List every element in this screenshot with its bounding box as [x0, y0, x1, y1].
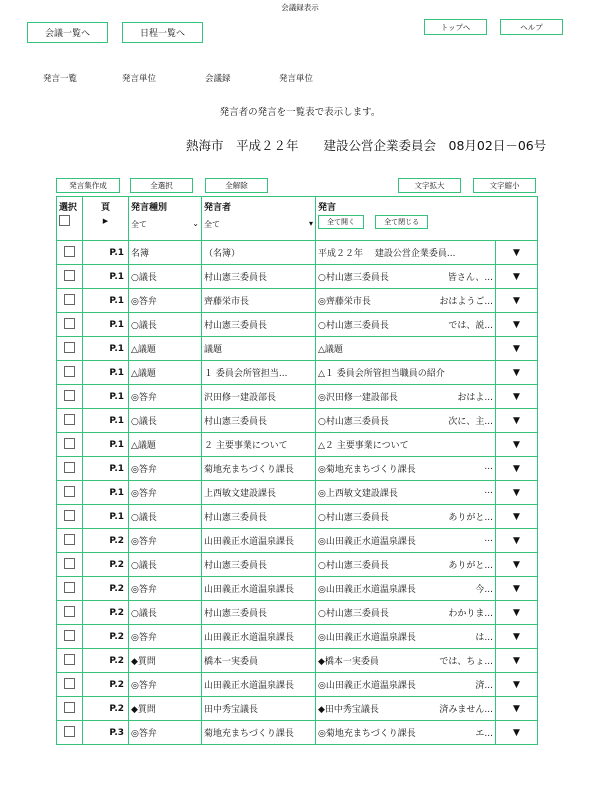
- speech-speaker: ◎山田義正水道温泉課長: [318, 681, 416, 691]
- schedule-list-button[interactable]: 日程一覧へ: [122, 22, 203, 43]
- speech-cell[interactable]: [316, 529, 496, 553]
- speaker-cell: 上西敏文建設課長: [202, 481, 316, 505]
- speech-excerpt: ...: [484, 534, 493, 544]
- speech-excerpt: 次に、主...: [448, 417, 493, 427]
- speech-speaker: △１ 委員会所管担当職員の紹介: [318, 369, 445, 379]
- row-checkbox[interactable]: [64, 534, 75, 545]
- speaker-cell: 山田義正水道温泉課長: [202, 577, 316, 601]
- speech-speaker: ◎齊藤栄市長: [318, 297, 371, 307]
- speaker-cell: 田中秀宝議長: [202, 697, 316, 721]
- table-row: [57, 625, 538, 649]
- top-button[interactable]: トップへ: [424, 19, 487, 35]
- speech-cell[interactable]: [316, 577, 496, 601]
- row-checkbox[interactable]: [64, 294, 75, 305]
- speech-speaker: ○村山憲三委員長: [318, 513, 389, 523]
- expand-icon[interactable]: ▼: [496, 289, 538, 313]
- speech-speaker: ◎沢田修一建設部長: [318, 393, 398, 403]
- row-checkbox[interactable]: [64, 510, 75, 521]
- speech-table: [56, 196, 538, 745]
- speaker-cell: 村山憲三委員長: [202, 601, 316, 625]
- row-checkbox[interactable]: [64, 462, 75, 473]
- chevron-down-icon: ⌄: [192, 219, 199, 228]
- type-cell: ◎答弁: [129, 529, 202, 553]
- table-row: [57, 313, 538, 337]
- expand-icon[interactable]: ▼: [496, 241, 538, 265]
- speech-cell[interactable]: [316, 289, 496, 313]
- type-cell: ○議長: [129, 505, 202, 529]
- table-header-row: [57, 197, 538, 241]
- speech-excerpt: わかりま...: [448, 609, 493, 619]
- row-checkbox[interactable]: [64, 726, 75, 737]
- speech-excerpt: ありがと...: [448, 513, 493, 523]
- row-select-cell: [57, 481, 83, 505]
- expand-icon[interactable]: ▼: [496, 625, 538, 649]
- page-cell: P.1: [83, 337, 129, 361]
- speaker-cell: 山田義正水道温泉課長: [202, 673, 316, 697]
- type-cell: △議題: [129, 433, 202, 457]
- create-collection-button[interactable]: 発言集作成: [56, 178, 120, 193]
- speech-cell[interactable]: [316, 481, 496, 505]
- type-filter-value: 全て: [131, 220, 147, 229]
- row-select-cell: [57, 241, 83, 265]
- speech-cell[interactable]: [316, 433, 496, 457]
- description-text: 発言者の発言を一覧表で表示します。: [219, 107, 381, 118]
- page-cell: P.3: [83, 721, 129, 745]
- row-select-cell: [57, 289, 83, 313]
- page-cell: P.1: [83, 385, 129, 409]
- speaker-cell: 齊藤栄市長: [202, 289, 316, 313]
- row-select-cell: [57, 553, 83, 577]
- speech-speaker: ◎山田義正水道温泉課長: [318, 537, 416, 547]
- row-checkbox[interactable]: [64, 438, 75, 449]
- row-checkbox[interactable]: [64, 414, 75, 425]
- select-all-button[interactable]: 全選択: [130, 178, 193, 193]
- page-cell: P.2: [83, 697, 129, 721]
- meeting-title: 熱海市 平成２２年 建設公営企業委員会 08月02日－06号: [186, 138, 547, 153]
- speaker-cell: 山田義正水道温泉課長: [202, 529, 316, 553]
- type-header: [129, 197, 202, 241]
- speech-excerpt: おはよ...: [457, 393, 493, 403]
- speaker-cell: 橋本一実委員: [202, 649, 316, 673]
- select-header-label: 選択: [59, 203, 78, 213]
- page-cell: P.2: [83, 625, 129, 649]
- speech-excerpt: 済...: [475, 681, 493, 691]
- page-cell: P.1: [83, 313, 129, 337]
- row-checkbox[interactable]: [64, 270, 75, 281]
- page-cell: P.1: [83, 433, 129, 457]
- row-checkbox[interactable]: [64, 582, 75, 593]
- speech-speaker: △議題: [318, 345, 343, 355]
- expand-icon[interactable]: ▼: [496, 433, 538, 457]
- speech-cell[interactable]: [316, 409, 496, 433]
- type-cell: ◎答弁: [129, 457, 202, 481]
- expand-icon[interactable]: ▼: [496, 481, 538, 505]
- table-row: [57, 289, 538, 313]
- speech-speaker: ○村山憲三委員長: [318, 321, 389, 331]
- expand-icon[interactable]: ▼: [496, 385, 538, 409]
- speech-speaker: ◆田中秀宝議長: [318, 705, 379, 715]
- speech-speaker: ◎菊地充まちづくり課長: [318, 465, 416, 475]
- speech-cell[interactable]: [316, 649, 496, 673]
- type-cell: ◎答弁: [129, 625, 202, 649]
- type-cell: ◎答弁: [129, 721, 202, 745]
- speech-cell[interactable]: [316, 337, 496, 361]
- table-row: [57, 577, 538, 601]
- sort-icon[interactable]: ▶: [102, 217, 109, 225]
- select-all-checkbox[interactable]: [59, 215, 70, 226]
- speech-cell[interactable]: [316, 457, 496, 481]
- page-cell: P.1: [83, 481, 129, 505]
- speaker-cell: 村山憲三委員長: [202, 313, 316, 337]
- speech-excerpt: 今...: [475, 585, 493, 595]
- page-cell: P.2: [83, 577, 129, 601]
- row-select-cell: [57, 625, 83, 649]
- speech-excerpt: では、説...: [448, 321, 493, 331]
- expand-icon[interactable]: ▼: [496, 313, 538, 337]
- speaker-cell: 菊地充まちづくり課長: [202, 721, 316, 745]
- type-header-label: 発言種別: [131, 203, 168, 213]
- table-row: [57, 673, 538, 697]
- row-checkbox[interactable]: [64, 678, 75, 689]
- help-button[interactable]: ヘルプ: [500, 19, 563, 35]
- speech-speaker: ○村山憲三委員長: [318, 273, 389, 283]
- page-cell: P.2: [83, 673, 129, 697]
- type-cell: ◎答弁: [129, 289, 202, 313]
- text-shrink-button[interactable]: 文字縮小: [473, 178, 536, 193]
- row-select-cell: [57, 505, 83, 529]
- speaker-filter-value: 全て: [204, 220, 220, 229]
- page-cell: P.1: [83, 265, 129, 289]
- speech-excerpt: では、ちょ...: [439, 657, 493, 667]
- page-cell: P.1: [83, 289, 129, 313]
- row-select-cell: [57, 601, 83, 625]
- row-select-cell: [57, 529, 83, 553]
- type-filter-select[interactable]: [131, 219, 199, 230]
- type-cell: ○議長: [129, 265, 202, 289]
- expand-icon[interactable]: ▼: [496, 265, 538, 289]
- type-cell: ◆質問: [129, 649, 202, 673]
- speech-speaker: ○村山憲三委員長: [318, 417, 389, 427]
- speaker-header: [202, 197, 316, 241]
- expand-icon[interactable]: ▼: [496, 697, 538, 721]
- speaker-cell: 村山憲三委員長: [202, 409, 316, 433]
- expand-icon[interactable]: ▼: [496, 553, 538, 577]
- table-row: [57, 601, 538, 625]
- table-row: [57, 721, 538, 745]
- meeting-list-button[interactable]: 会議一覧へ: [27, 22, 108, 43]
- speech-excerpt: おはようご...: [439, 297, 493, 307]
- row-select-cell: [57, 457, 83, 481]
- row-checkbox[interactable]: [64, 702, 75, 713]
- table-row: [57, 409, 538, 433]
- speaker-header-label: 発言者: [204, 203, 232, 213]
- speaker-cell: 沢田修一建設部長: [202, 385, 316, 409]
- nav-minutes[interactable]: 会議録: [205, 74, 231, 84]
- speech-excerpt: ありがと...: [448, 561, 493, 571]
- row-select-cell: [57, 361, 83, 385]
- row-select-cell: [57, 313, 83, 337]
- row-checkbox[interactable]: [64, 318, 75, 329]
- window-title: 会議録表示: [281, 3, 319, 12]
- select-header: [57, 197, 83, 241]
- table-row: [57, 337, 538, 361]
- page-header[interactable]: [83, 197, 129, 241]
- speech-speaker: ○村山憲三委員長: [318, 609, 389, 619]
- page-cell: P.1: [83, 361, 129, 385]
- row-checkbox[interactable]: [64, 390, 75, 401]
- close-all-button[interactable]: 全て閉じる: [375, 215, 428, 229]
- table-row: [57, 481, 538, 505]
- page-cell: P.2: [83, 649, 129, 673]
- row-checkbox[interactable]: [64, 558, 75, 569]
- type-cell: ◎答弁: [129, 385, 202, 409]
- speech-speaker: ◎山田義正水道温泉課長: [318, 585, 416, 595]
- page-cell: P.2: [83, 601, 129, 625]
- chevron-down-icon: ▾: [308, 219, 313, 228]
- expand-icon[interactable]: ▼: [496, 649, 538, 673]
- speaker-cell: 菊地充まちづくり課長: [202, 457, 316, 481]
- table-row: [57, 649, 538, 673]
- speech-cell[interactable]: [316, 625, 496, 649]
- row-checkbox[interactable]: [64, 366, 75, 377]
- speech-excerpt: は...: [475, 633, 493, 643]
- row-select-cell: [57, 649, 83, 673]
- speech-cell[interactable]: [316, 385, 496, 409]
- speech-excerpt: エ...: [475, 729, 493, 739]
- page-cell: P.1: [83, 409, 129, 433]
- table-row: [57, 553, 538, 577]
- table-row: [57, 457, 538, 481]
- speech-speaker: △２ 主要事業について: [318, 441, 409, 451]
- row-select-cell: [57, 337, 83, 361]
- type-cell: ○議長: [129, 601, 202, 625]
- row-select-cell: [57, 673, 83, 697]
- expand-icon[interactable]: ▼: [496, 409, 538, 433]
- speaker-cell: 村山憲三委員長: [202, 553, 316, 577]
- expand-icon[interactable]: ▼: [496, 457, 538, 481]
- speech-cell[interactable]: [316, 721, 496, 745]
- expand-icon[interactable]: ▼: [496, 361, 538, 385]
- row-checkbox[interactable]: [64, 342, 75, 353]
- nav-speech-unit[interactable]: 発言単位: [122, 74, 157, 84]
- type-cell: ○議長: [129, 313, 202, 337]
- type-cell: △議題: [129, 361, 202, 385]
- speech-cell[interactable]: [316, 241, 496, 265]
- row-select-cell: [57, 385, 83, 409]
- nav-speech-unit-2[interactable]: 発言単位: [279, 74, 314, 84]
- expand-icon[interactable]: ▼: [496, 337, 538, 361]
- speaker-filter-select[interactable]: [204, 219, 313, 230]
- text-enlarge-button[interactable]: 文字拡大: [398, 178, 461, 193]
- type-cell: △議題: [129, 337, 202, 361]
- expand-icon[interactable]: ▼: [496, 505, 538, 529]
- expand-icon[interactable]: ▼: [496, 721, 538, 745]
- page-cell: P.1: [83, 457, 129, 481]
- type-cell: ◎答弁: [129, 481, 202, 505]
- speech-header: [316, 197, 538, 241]
- expand-icon[interactable]: ▼: [496, 673, 538, 697]
- speaker-cell: ２ 主要事業について: [202, 433, 316, 457]
- speech-cell[interactable]: [316, 361, 496, 385]
- expand-icon[interactable]: ▼: [496, 529, 538, 553]
- expand-icon[interactable]: ▼: [496, 601, 538, 625]
- speech-cell[interactable]: [316, 505, 496, 529]
- open-all-button[interactable]: 全て開く: [318, 215, 364, 229]
- speaker-cell: 山田義正水道温泉課長: [202, 625, 316, 649]
- type-cell: ◎答弁: [129, 577, 202, 601]
- type-cell: 名簿: [129, 241, 202, 265]
- table-row: [57, 505, 538, 529]
- row-select-cell: [57, 433, 83, 457]
- type-cell: ◆質問: [129, 697, 202, 721]
- speech-excerpt: 皆さん、...: [447, 273, 493, 283]
- row-select-cell: [57, 577, 83, 601]
- page-cell: P.2: [83, 529, 129, 553]
- page-cell: P.2: [83, 553, 129, 577]
- table-row: [57, 265, 538, 289]
- speech-speaker: ◎菊地充まちづくり課長: [318, 729, 416, 739]
- table-row: [57, 385, 538, 409]
- speech-excerpt: ...: [484, 486, 493, 496]
- speech-header-label: 発言: [318, 203, 337, 213]
- type-cell: ○議長: [129, 553, 202, 577]
- table-row: [57, 697, 538, 721]
- speech-excerpt: ...: [484, 462, 493, 472]
- row-select-cell: [57, 697, 83, 721]
- table-row: [57, 529, 538, 553]
- speech-excerpt: 済みません...: [439, 705, 493, 715]
- row-select-cell: [57, 265, 83, 289]
- speech-speaker: ○村山憲三委員長: [318, 561, 389, 571]
- speech-cell[interactable]: [316, 553, 496, 577]
- deselect-all-button[interactable]: 全解除: [205, 178, 268, 193]
- type-cell: ○議長: [129, 409, 202, 433]
- speech-cell[interactable]: [316, 697, 496, 721]
- speech-cell[interactable]: [316, 313, 496, 337]
- page-cell: P.1: [83, 505, 129, 529]
- table-row: [57, 361, 538, 385]
- speaker-cell: 村山憲三委員長: [202, 505, 316, 529]
- row-checkbox[interactable]: [64, 486, 75, 497]
- table-row: [57, 241, 538, 265]
- speech-cell[interactable]: [316, 673, 496, 697]
- speech-speaker: 平成２２年 建設公営企業委員...: [318, 249, 456, 259]
- type-cell: ◎答弁: [129, 673, 202, 697]
- nav-speech-list[interactable]: 発言一覧: [43, 74, 78, 84]
- row-checkbox[interactable]: [64, 654, 75, 665]
- speaker-cell: 村山憲三委員長: [202, 265, 316, 289]
- page-header-label: 頁: [100, 203, 110, 213]
- row-checkbox[interactable]: [64, 606, 75, 617]
- speech-speaker: ◆橋本一実委員: [318, 657, 379, 667]
- row-checkbox[interactable]: [64, 630, 75, 641]
- page-cell: P.1: [83, 241, 129, 265]
- speech-speaker: ◎山田義正水道温泉課長: [318, 633, 416, 643]
- speech-cell[interactable]: [316, 265, 496, 289]
- row-checkbox[interactable]: [64, 246, 75, 257]
- row-select-cell: [57, 409, 83, 433]
- expand-icon[interactable]: ▼: [496, 577, 538, 601]
- speaker-cell: 議題: [202, 337, 316, 361]
- speech-cell[interactable]: [316, 601, 496, 625]
- speech-speaker: ◎上西敏文建設課長: [318, 489, 398, 499]
- speaker-cell: （名簿）: [202, 241, 316, 265]
- row-select-cell: [57, 721, 83, 745]
- table-row: [57, 433, 538, 457]
- speaker-cell: １ 委員会所管担当...: [202, 361, 316, 385]
